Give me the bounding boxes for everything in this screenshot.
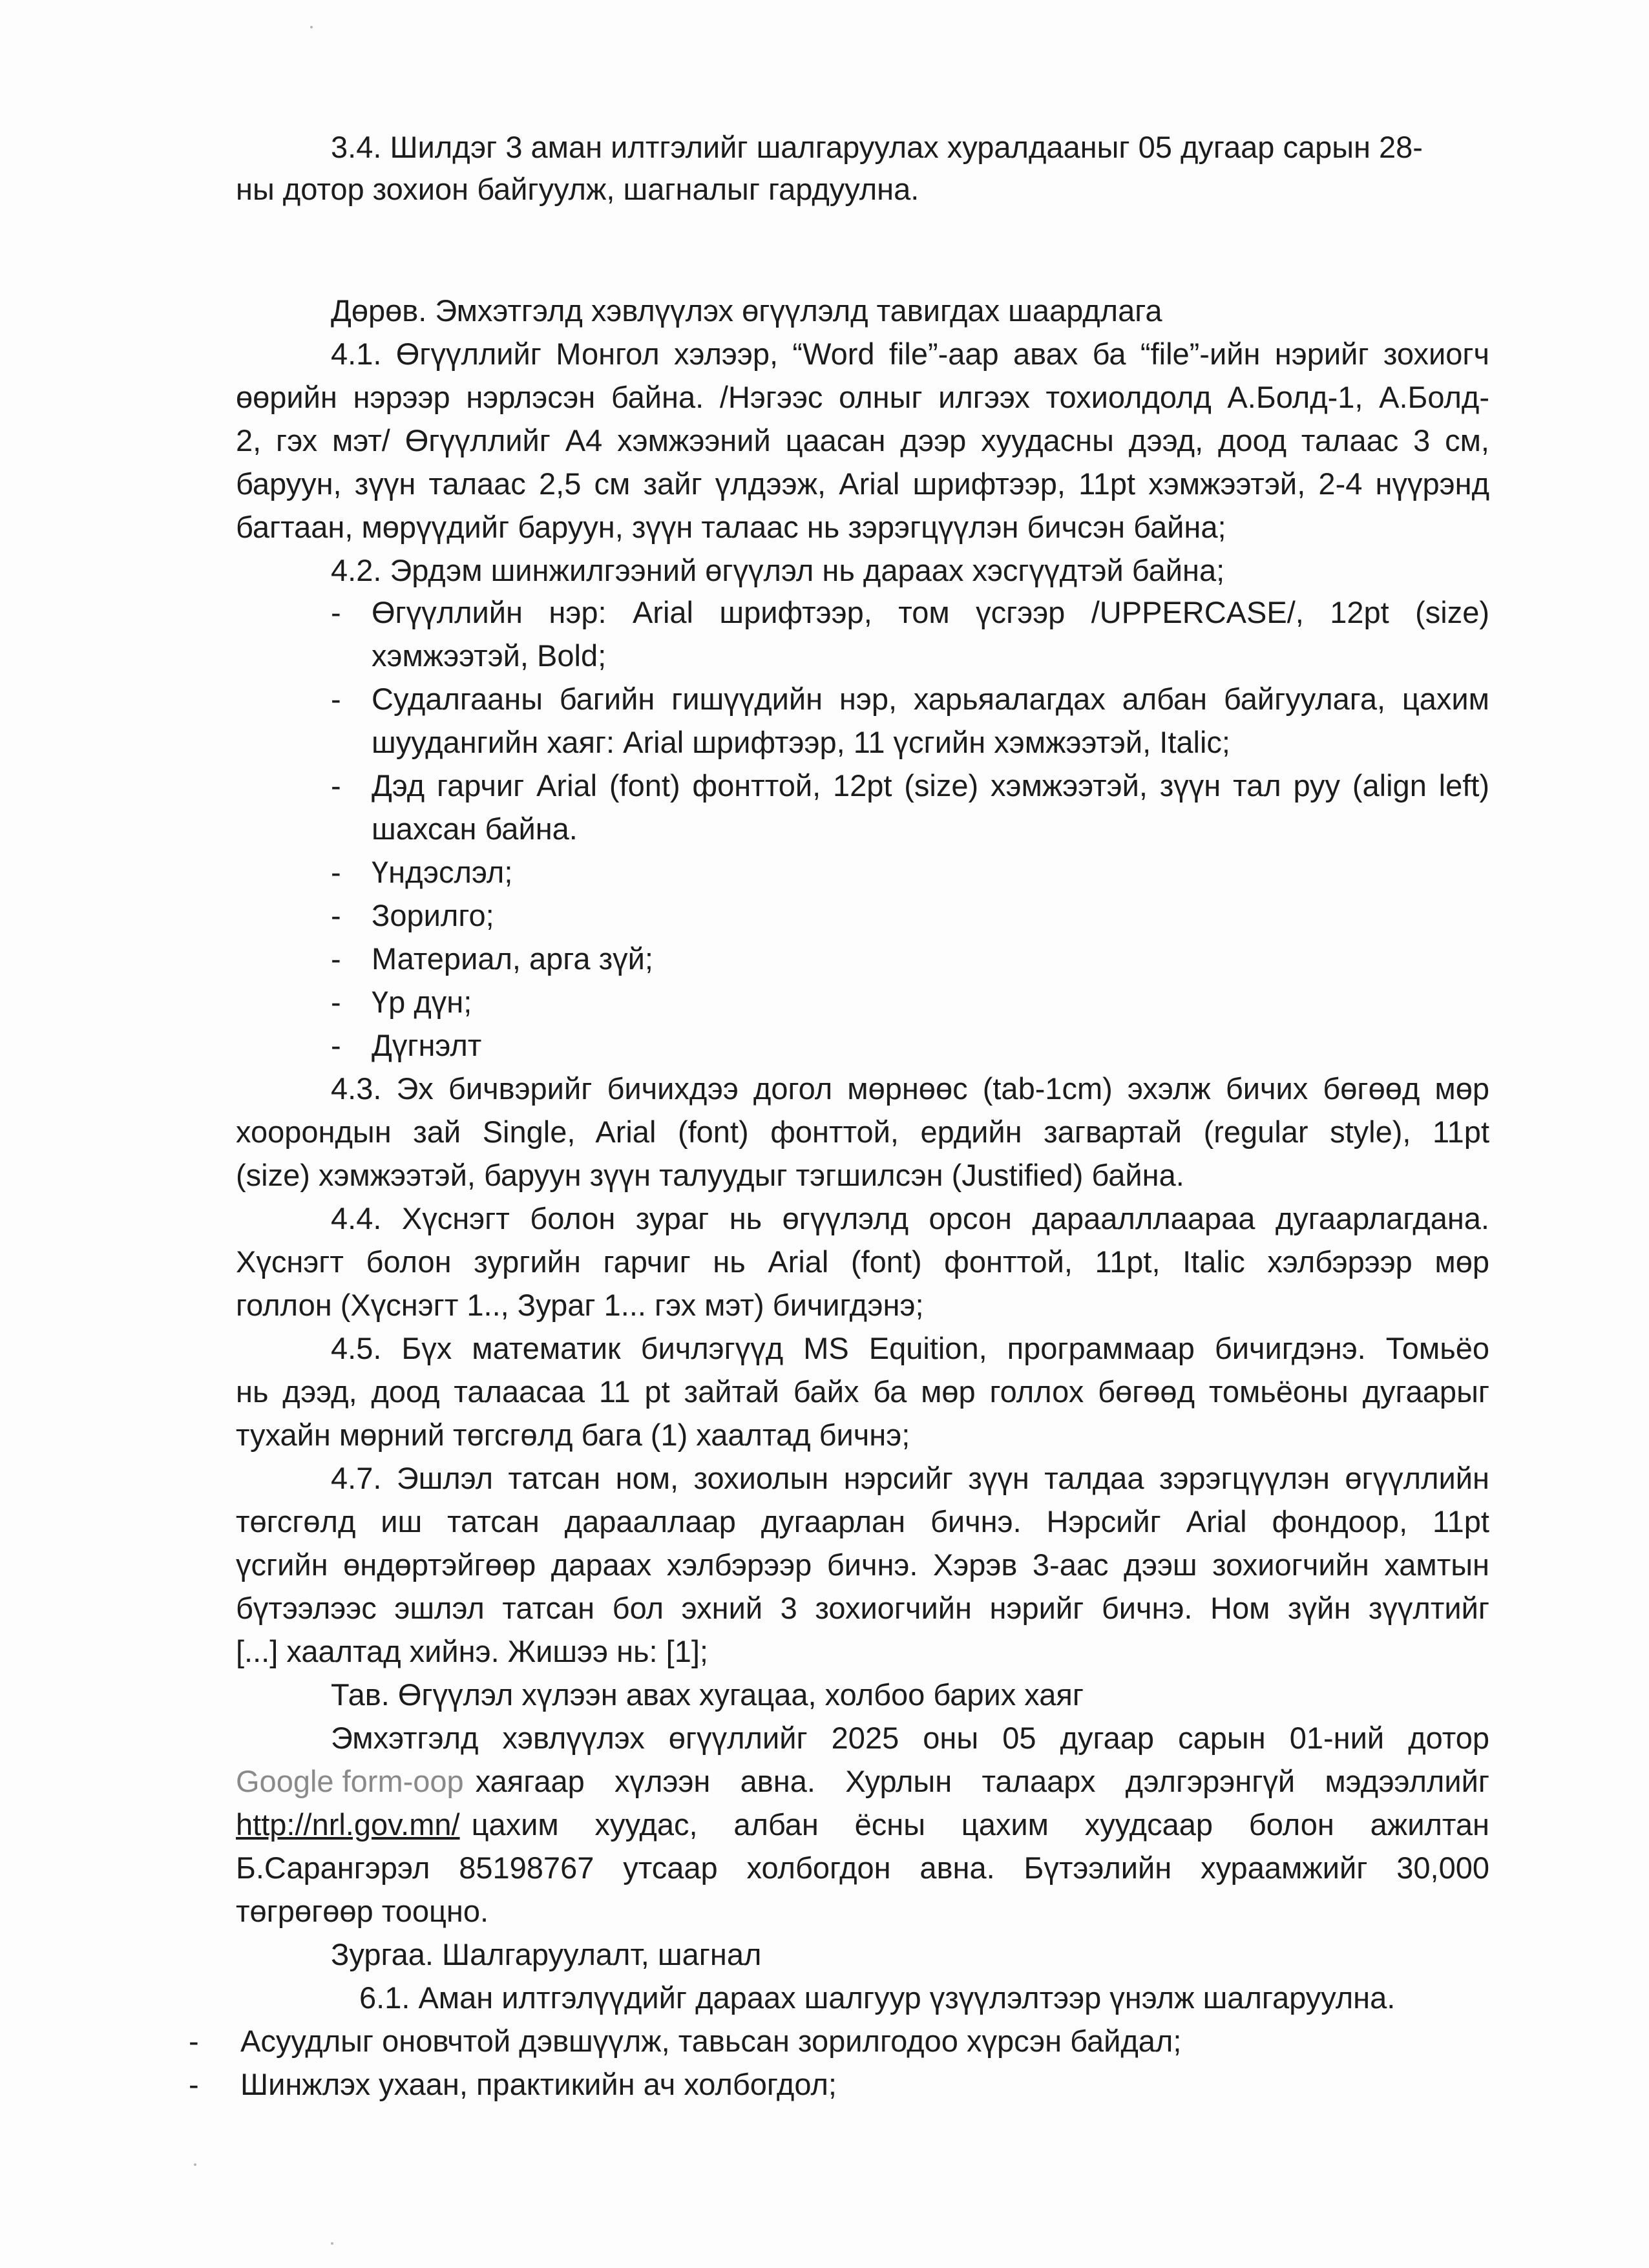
- paragraph-4-7-line: [...] хаалтад хийнэ. Жишээ нь: [1];: [236, 1634, 708, 1668]
- paragraph-6-1: 6.1. Аман илтгэлүүдийг дараах шалгуур үзүүлэлтээр үнэлж шалгаруулна.: [359, 1980, 1396, 2015]
- section-5-line: төгрөгөөр тооцно.: [236, 1894, 489, 1928]
- list-bullet: -: [331, 941, 341, 976]
- section-5-line: [236, 1760, 1489, 1803]
- list-bullet: -: [331, 682, 341, 716]
- paragraph-4-3-line: 4.3. Эх бичвэрийг бичихдээ догол мөрнөөс (tab-1cm) эхэлж бичих бөгөөд мөр: [331, 1071, 1489, 1106]
- list-bullet: -: [331, 768, 341, 803]
- paragraph-3-4-line: ны дотор зохион байгуулж, шагналыг гардуулна.: [236, 172, 919, 206]
- paragraph-4-3-line: (size) хэмжээтэй, баруун зүүн талуудыг тэгшилсэн (Justified) байна.: [236, 1158, 1184, 1192]
- list-item-line: шахсан байна.: [372, 812, 578, 846]
- list-bullet: -: [331, 898, 341, 932]
- list-item: Зорилго;: [372, 898, 494, 932]
- criteria-item: Асуудлыг оновчтой дэвшүүлж, тавьсан зорилгодоо хүрсэн байдал;: [240, 2024, 1182, 2058]
- section-5-line: Эмхэтгэлд хэвлүүлэх өгүүллийг 2025 оны 05 дугаар сарын 01-ний дотор: [331, 1721, 1489, 1755]
- paragraph-4-7-line: бүтээлээс эшлэл татсан бол эхний 3 зохиогчийн нэрийг бичнэ. Ном зүйн зүүлтийг: [236, 1591, 1489, 1625]
- section-5-line-text: цахим хуудас, албан ёсны цахим хуудсаар болон ажилтан: [471, 1807, 1489, 1842]
- paragraph-4-1-line: өөрийн нэрээр нэрлэсэн байна. /Нэгээс олныг илгээх тохиолдолд А.Болд-1, А.Болд-: [236, 380, 1489, 414]
- website-link[interactable]: http://nrl.gov.mn/: [236, 1807, 460, 1842]
- paragraph-4-4-line: 4.4. Хүснэгт болон зураг нь өгүүлэлд орсон дараалллаараа дугаарлагдана.: [331, 1201, 1489, 1235]
- list-item: Дүгнэлт: [372, 1028, 482, 1062]
- list-bullet: -: [331, 985, 341, 1019]
- paragraph-4-1-line: баруун, зүүн талаас 2,5 см зайг үлдээж, Arial шрифтээр, 11pt хэмжээтэй, 2-4 нүүрэнд: [236, 467, 1489, 501]
- list-bullet: -: [331, 1028, 341, 1062]
- paragraph-4-7-line: төгсгөлд иш татсан дарааллаар дугаарлан бичнэ. Нэрсийг Arial фондоор, 11pt: [236, 1504, 1489, 1538]
- paragraph-3-4-line: 3.4. Шилдэг 3 аман илтгэлийг шалгаруулах хуралдааныг 05 дугаар сарын 28-: [331, 130, 1423, 164]
- list-item: Үр дүн;: [372, 985, 472, 1019]
- section-5-line-text: хаягаар хүлээн авна. Хурлын талаарх дэлгэрэнгүй мэдээллийг: [475, 1764, 1489, 1798]
- scan-speck: [194, 2163, 196, 2166]
- paragraph-4-1-line: багтаан, мөрүүдийг баруун, зүүн талаас нь зэрэгцүүлэн бичсэн байна;: [236, 510, 1226, 544]
- paragraph-4-4-line: Хүснэгт болон зургийн гарчиг нь Arial (font) фонттой, 11pt, Italic хэлбэрээр мөр: [236, 1244, 1489, 1279]
- list-item: Материал, арга зүй;: [372, 941, 653, 976]
- section-6-heading: Зургаа. Шалгаруулалт, шагнал: [331, 1937, 762, 1971]
- paragraph-4-2: 4.2. Эрдэм шинжилгээний өгүүлэл нь дараах хэсгүүдтэй байна;: [331, 553, 1225, 587]
- list-bullet: -: [189, 2024, 199, 2058]
- list-item: Үндэслэл;: [372, 855, 513, 889]
- paragraph-4-5-line: тухайн мөрний төгсгөлд бага (1) хаалтад бичнэ;: [236, 1418, 910, 1452]
- section-5-line: [236, 1803, 1489, 1846]
- list-item-line: Судалгааны багийн гишүүдийн нэр, харьяалагдах албан байгуулага, цахим: [372, 682, 1489, 716]
- list-item-line: хэмжээтэй, Bold;: [372, 638, 607, 673]
- paragraph-4-1-line: 4.1. Өгүүллийг Монгол хэлээр, “Word file”-аар авах ба “file”-ийн нэрийг зохиогч: [331, 337, 1489, 371]
- list-item-line: Дэд гарчиг Arial (font) фонттой, 12pt (size) хэмжээтэй, зүүн тал руу (align left): [372, 768, 1489, 803]
- list-item-line: Өгүүллийн нэр: Arial шрифтээр, том үсгээр /UPPERCASE/, 12pt (size): [372, 595, 1489, 629]
- paragraph-4-7-line: үсгийн өндөртэйгөөр дараах хэлбэрээр бичнэ. Хэрэв 3-аас дээш зохиогчийн хамтын: [236, 1548, 1489, 1582]
- section-4-heading: Дөрөв. Эмхэтгэлд хэвлүүлэх өгүүлэлд тавигдах шаардлага: [331, 293, 1162, 328]
- criteria-item: Шинжлэх ухаан, практикийн ач холбогдол;: [240, 2067, 837, 2101]
- section-5-heading: Тав. Өгүүлэл хүлээн авах хугацаа, холбоо барих хаяг: [331, 1677, 1084, 1712]
- paragraph-4-3-line: хоорондын зай Single, Arial (font) фонттой, ердийн загвартай (regular style), 11pt: [236, 1115, 1489, 1149]
- scan-speck: [331, 2242, 333, 2245]
- list-bullet: -: [331, 595, 341, 629]
- section-5-line: Б.Сарангэрэл 85198767 утсаар холбогдон авна. Бүтээлийн хураамжийг 30,000: [236, 1851, 1489, 1885]
- list-item-line: шуудангийн хаяг: Arial шрифтээр, 11 үсгийн хэмжээтэй, Italic;: [372, 725, 1230, 759]
- paragraph-4-1-line: 2, гэх мэт/ Өгүүллийг А4 хэмжээний цаасан дээр хуудасны дээд, доод талаас 3 см,: [236, 423, 1489, 457]
- paragraph-4-5-line: 4.5. Бүх математик бичлэгүүд MS Equition, программаар бичигдэнэ. Томьёо: [331, 1331, 1489, 1365]
- list-bullet: -: [189, 2067, 199, 2101]
- scan-speck: [310, 26, 313, 28]
- list-bullet: -: [331, 855, 341, 889]
- paragraph-4-7-line: 4.7. Эшлэл татсан ном, зохиолын нэрсийг зүүн талдаа зэрэгцүүлэн өгүүллийн: [331, 1461, 1489, 1495]
- paragraph-4-4-line: голлон (Хүснэгт 1.., Зураг 1... гэх мэт) бичигдэнэ;: [236, 1288, 924, 1322]
- paragraph-4-5-line: нь дээд, доод талаасаа 11 pt зайтай байх ба мөр голлох бөгөөд томьёоны дугаарыг: [236, 1374, 1489, 1409]
- google-form-text: Google form-oop: [236, 1764, 464, 1798]
